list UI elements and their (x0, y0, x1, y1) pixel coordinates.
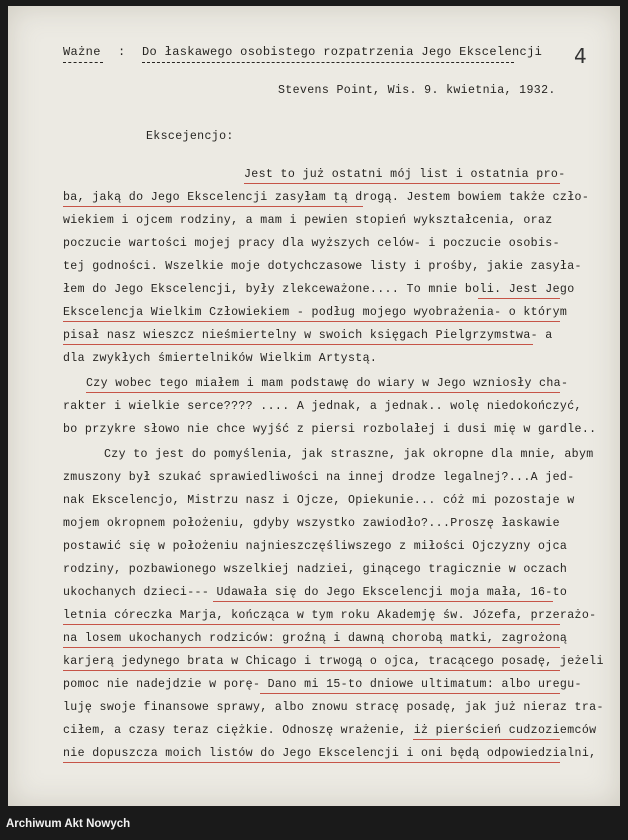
letter-page (8, 6, 620, 806)
body-line: ba, jaką do Jego Ekscelencji zasyłam tą drogą. Jestem bowiem także czło- (63, 191, 590, 204)
body-line: pisał nasz wieszcz nieśmiertelny w swoich księgach Pielgrzymstwa- a (63, 329, 553, 342)
body-line: nie dopuszcza moich listów do Jego Ekscelencji i oni będą odpowiedzialni, (63, 747, 597, 760)
header-colon: : (118, 45, 126, 59)
body-line: karjerą jedynego brata w Chicago i trwogą o ojca, tracącego posadę, jeżeli (63, 655, 604, 668)
body-line: na losem ukochanych rodziców: groźną i dawną chorobą matki, zagrożoną (63, 632, 568, 645)
body-line: wiekiem i ojcem rodziny, a mam i pewien stopień wykształcenia, oraz (63, 214, 553, 227)
body-line: bo przykre słowo nie chce wyjść z piersi rozbolałej i dusi mię w gardle.. (63, 423, 597, 436)
header-subject-underline (142, 62, 514, 63)
red-underline (413, 739, 560, 740)
body-line: mojem okropnem położeniu, gdyby wszystko zawiodło?...Proszę łaskawie (63, 517, 560, 530)
red-underline (63, 670, 560, 671)
body-line: dla zwykłych śmiertelników Wielkim Artystą. (63, 352, 378, 365)
salutation: Ekscejencjo: (146, 130, 234, 143)
body-line: Ekscelencja Wielkim Człowiekiem - podług mojego wyobrażenia- o którym (63, 306, 568, 319)
red-underline (63, 762, 560, 763)
archive-name: Archiwum Akt Nowych (6, 818, 131, 830)
body-line: rodziny, pozbawionego wszelkiej nadziei, ginącego tragicznie w oczach (63, 563, 568, 576)
body-line: ciłem, a czasy teraz ciężkie. Odnoszę wrażenie, iż pierścień cudzoziemców (63, 724, 597, 737)
red-underline (86, 392, 560, 393)
red-underline (478, 298, 560, 299)
body-line: zmuszony był szukać sprawiedliwości na innej drodze legalnej?...A jed- (63, 471, 575, 484)
body-line: letnia córeczka Marja, kończąca w tym roku Akademję św. Józefa, przerażo- (63, 609, 597, 622)
page-number-handwritten: 4 (574, 44, 587, 68)
red-underline (244, 183, 560, 184)
header-subject: Do łaskawego osobistego rozpatrzenia Jego Ekscelencji (142, 45, 543, 59)
body-line: Jest to już ostatni mój list i ostatnia pro- (244, 168, 566, 181)
red-underline (63, 321, 560, 322)
header-label-underline (63, 62, 103, 63)
body-line: Czy to jest do pomyślenia, jak straszne, jak okropne dla mnie, abym (104, 448, 594, 461)
archive-footer-bar (0, 806, 628, 840)
body-line: pomoc nie nadejdzie w porę- Dano mi 15-to dniowe ultimatum: albo uregu- (63, 678, 582, 691)
body-line: tej godności. Wszelkie moje dotychczasowe listy i prośby, jakie zasyła- (63, 260, 582, 273)
red-underline (63, 647, 560, 648)
body-line: ukochanych dzieci--- Udawała się do Jego Ekscelencji moja mała, 16-to (63, 586, 568, 599)
header-label: Ważne (63, 45, 101, 59)
body-line: poczucie wartości mojej pracy dla wyższych celów- i poczucie osobis- (63, 237, 560, 250)
body-line: rakter i wielkie serce???? .... A jednak, a jednak.. wolę niedokończyć, (63, 400, 582, 413)
red-underline (213, 601, 553, 602)
red-underline (63, 344, 533, 345)
body-line: Czy wobec tego miałem i mam podstawę do wiary w Jego wzniosły cha- (86, 377, 569, 390)
red-underline (63, 624, 560, 625)
place-date: Stevens Point, Wis. 9. kwietnia, 1932. (278, 84, 556, 97)
body-line: łem do Jego Ekscelencji, były zlekceważone.... To mnie boli. Jest Jego (63, 283, 575, 296)
red-underline (63, 206, 363, 207)
body-line: postawić się w położeniu najnieszczęśliwszego z miłości Ojczyzny ojca (63, 540, 568, 553)
red-underline (260, 693, 560, 694)
body-line: nak Ekscelencjo, Mistrzu nasz i Ojcze, Opiekunie... cóż mi pozostaje w (63, 494, 575, 507)
body-line: luję swoje finansowe sprawy, albo znowu stracę posadę, jak już nieraz tra- (63, 701, 604, 714)
